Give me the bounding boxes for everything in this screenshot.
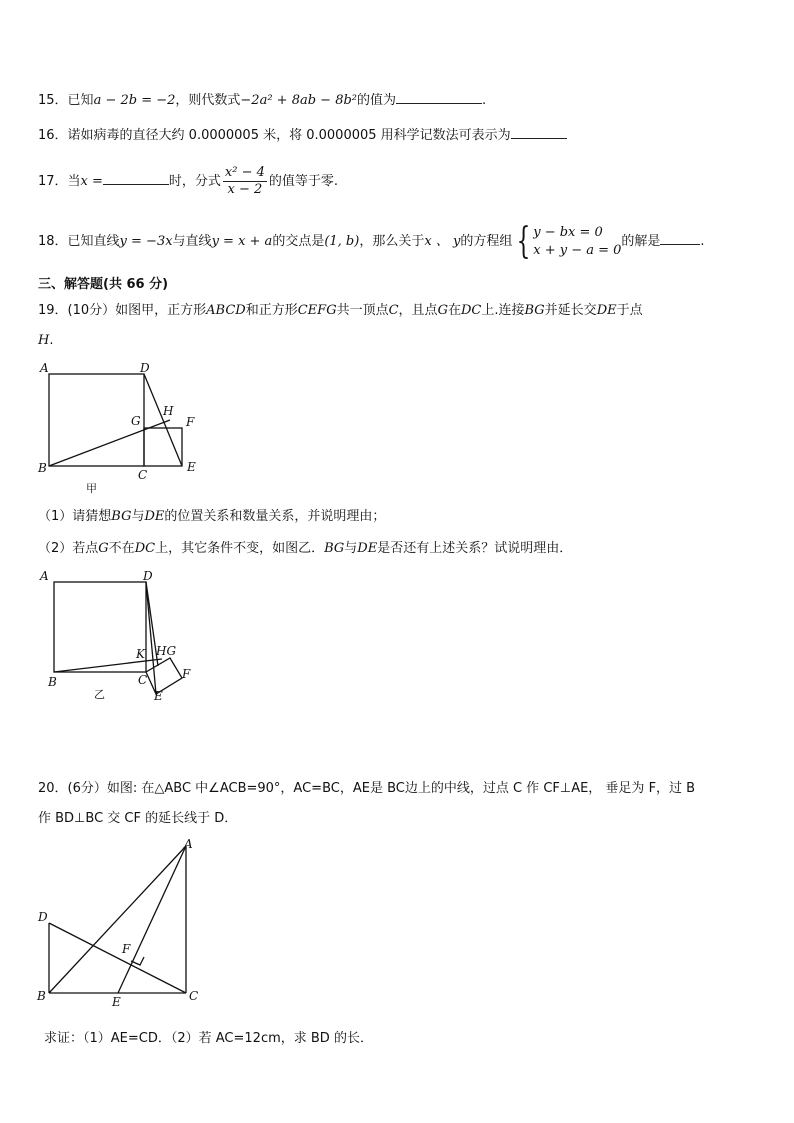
answer-blank-16[interactable]	[511, 124, 567, 139]
left-brace-icon: {	[516, 220, 531, 262]
question-15: 15．已知a − 2b = −2，则代数式−2a² + 8ab − 8b²的值为 .	[38, 89, 486, 110]
segment-ea	[118, 846, 186, 993]
label-f: F	[122, 942, 131, 956]
question-20-line-1: 20．(6分）如图: 在△ABC 中∠ACB=90°，AC=BC，AE是 BC边上的中线，过点 C 作 CF⊥AE， 垂足为 F，过 B	[38, 781, 696, 796]
algebraic-expression: −2a² + 8ab − 8b²	[240, 93, 357, 108]
label-c: C	[138, 468, 148, 482]
segment-de	[144, 374, 182, 466]
label-d: D	[143, 569, 153, 583]
segment-bh	[49, 420, 170, 466]
equation-system	[512, 220, 622, 262]
question-19-sub-2: （2）若点G不在DC上，其它条件不变，如图乙．BG与DE是否还有上述关系？试说明理由．	[38, 541, 573, 556]
label-b: B	[37, 989, 46, 1003]
square-cefg	[144, 428, 182, 466]
section-heading: 三、解答题(共 66 分)	[38, 277, 169, 292]
label-h: H	[163, 404, 174, 418]
question-16: 16．诺如病毒的直径大约 0.0000005 米，将 0.0000005 用科学记数法可表示为	[38, 124, 567, 145]
square-abcd	[49, 374, 144, 466]
square-cefg	[146, 658, 182, 694]
question-20-proof: 求证：（1）AE=CD．（2）若 AC=12cm，求 BD 的长．	[44, 1031, 373, 1046]
question-19-sub-1: （1）请猜想BG与DE的位置关系和数量关系，并说明理由；	[38, 509, 386, 524]
label-f: F	[186, 415, 195, 429]
answer-blank-18[interactable]	[660, 230, 700, 245]
label-hg: HG	[156, 644, 177, 658]
label-f: F	[182, 667, 191, 681]
label-b: B	[38, 461, 47, 475]
figure-yi	[30, 566, 210, 706]
equation-1: y − bx = 0	[533, 224, 603, 240]
label-c: C	[138, 673, 148, 687]
label-k: K	[136, 647, 145, 661]
label-a: A	[40, 569, 49, 583]
question-19-line-2: H.	[38, 333, 54, 348]
question-20-line-2: 作 BD⊥BC 交 CF 的延长线于 D．	[38, 811, 238, 826]
label-d: D	[38, 910, 48, 924]
fraction	[223, 165, 267, 198]
label-e: E	[187, 460, 196, 474]
question-19-line-1: 19．(10分）如图甲，正方形ABCD和正方形CEFG共一顶点C，且点G在DC上.连接BG并延长交DE于点	[38, 303, 643, 318]
square-abcd	[54, 582, 146, 672]
figure-caption-yi: 乙	[94, 688, 105, 701]
figure-q20	[30, 836, 220, 1011]
condition-expression: a − 2b = −2	[93, 93, 176, 108]
equation-2: x + y − a = 0	[533, 242, 622, 258]
segment-ba	[49, 846, 186, 993]
fraction-denominator: x − 2	[227, 182, 263, 197]
label-g: G	[131, 414, 141, 428]
label-c: C	[189, 989, 199, 1003]
answer-blank-15[interactable]	[396, 89, 482, 104]
label-a: A	[40, 361, 49, 375]
segment-dc	[49, 923, 186, 993]
label-a: A	[184, 837, 193, 851]
label-d: D	[140, 361, 150, 375]
figure-caption-jia: 甲	[86, 482, 97, 495]
question-18: 18．已知直线y = −3x与直线y = x + a的交点是(1, b)，那么关于x 、 y的方程组 { y − bx = 0 x + y − a = 0 的解是 .	[38, 220, 705, 262]
label-b: B	[48, 675, 57, 689]
label-e: E	[154, 689, 163, 703]
figure-jia	[30, 358, 210, 498]
answer-blank-17[interactable]	[103, 170, 169, 185]
label-e: E	[112, 995, 121, 1009]
question-17: 17．当x = 时，分式 $\frac{\text{x² − 4}}{x - 2}$ 的值等于零.	[38, 165, 339, 197]
fraction-numerator: x² − 4	[224, 165, 265, 180]
